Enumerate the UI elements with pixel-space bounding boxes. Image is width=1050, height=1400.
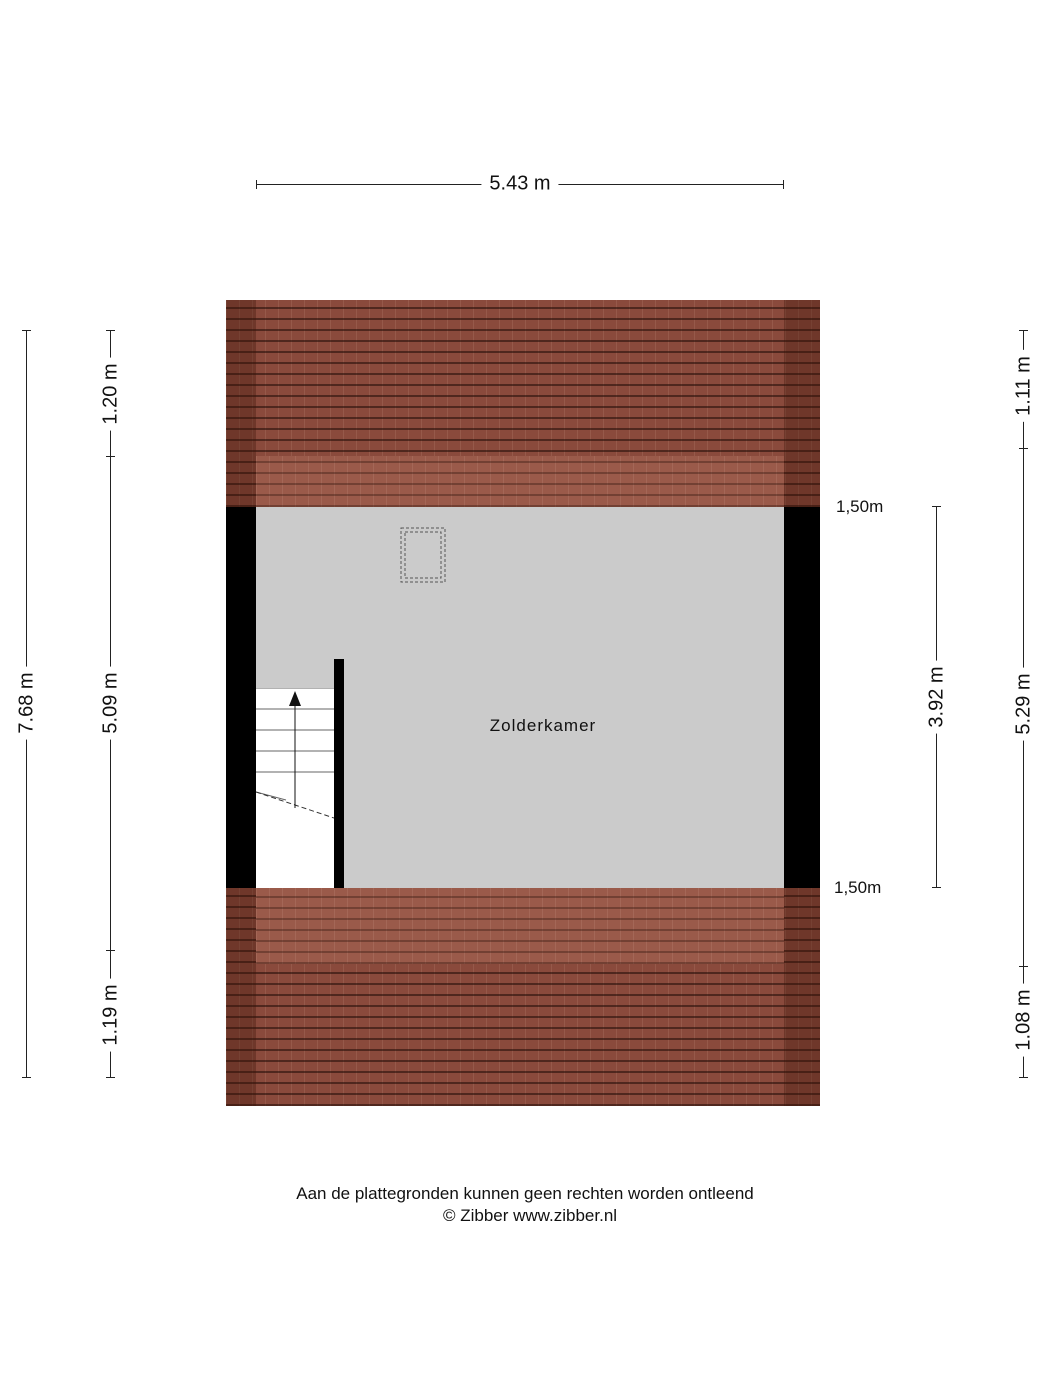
dimension-label-right-bottom: 1.08 m [1013, 983, 1036, 1056]
dimension-tick [1019, 1077, 1028, 1078]
room-label-zolderkamer: Zolderkamer [489, 716, 597, 735]
dimension-tick [22, 330, 31, 331]
dimension-tick [1019, 448, 1028, 449]
dimension-label-left-mid: 5.09 m [100, 666, 123, 739]
dimension-label-left-bottom: 1.19 m [100, 978, 123, 1051]
roof-bottom-band [256, 888, 784, 964]
disclaimer-text: Aan de plattegronden kunnen geen rechten worden ontleend [296, 1184, 754, 1203]
knee-wall-label-bottom: 1,50m [834, 878, 882, 897]
dimension-label-right-mid: 5.29 m [1013, 667, 1036, 740]
dimension-tick [106, 1077, 115, 1078]
arrow-up-icon [284, 690, 306, 808]
roof-edge [226, 888, 256, 1106]
dimension-label-total: 7.68 m [16, 666, 39, 739]
dimension-tick [783, 180, 784, 189]
wall-right [784, 507, 820, 888]
dimension-tick [932, 887, 941, 888]
knee-wall-label-top: 1,50m [836, 497, 884, 516]
roof-edge [784, 300, 820, 507]
dimension-label-left-top: 1.20 m [100, 357, 123, 430]
roof-top-band [256, 456, 784, 507]
dimension-label-width: 5.43 m [481, 173, 558, 196]
roof-edge [226, 300, 256, 507]
dimension-tick [1019, 330, 1028, 331]
dimension-tick [256, 180, 257, 189]
dimension-tick [106, 456, 115, 457]
skylight-icon [400, 527, 446, 583]
dimension-tick [106, 950, 115, 951]
stair-wall [334, 659, 344, 888]
wall-left [226, 507, 256, 888]
roof-edge [784, 888, 820, 1106]
dimension-tick [1019, 966, 1028, 967]
dimension-label-inner-height: 3.92 m [926, 660, 949, 733]
dimension-label-right-top: 1.11 m [1013, 350, 1036, 422]
copyright-text: © Zibber www.zibber.nl [442, 1206, 618, 1225]
dimension-tick [932, 506, 941, 507]
dimension-tick [106, 330, 115, 331]
dimension-tick [22, 1077, 31, 1078]
